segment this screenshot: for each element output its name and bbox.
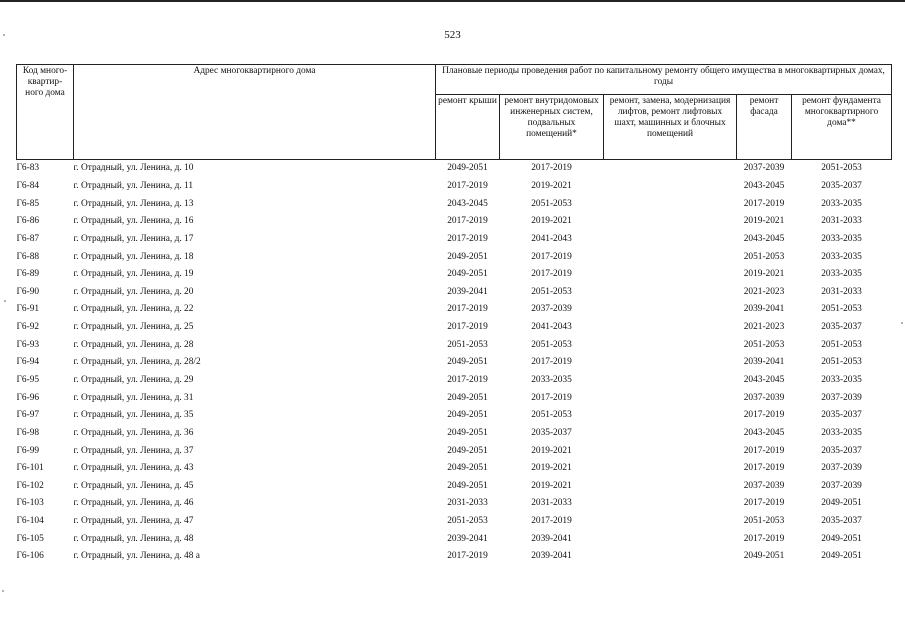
cell-roof: 2031-2033 <box>447 498 488 509</box>
header-elevators: ремонт, замена, модернизация лифтов, ремонт лифтовых шахт, машинных и блочных помещений <box>604 95 737 160</box>
cell-engineering: 2051-2053 <box>531 410 572 421</box>
cell-elevators <box>604 389 737 407</box>
table-row <box>17 478 892 496</box>
cell-facade: 2017-2019 <box>743 198 785 209</box>
table-row <box>17 354 892 372</box>
cell-roof: 2049-2051 <box>447 480 488 491</box>
cell-roof: 2039-2041 <box>447 286 488 297</box>
cell-elevators <box>604 195 737 213</box>
cell-engineering: 2017-2019 <box>531 269 572 280</box>
cell-facade: 2051-2053 <box>743 516 785 527</box>
cell-foundation: 2035-2037 <box>821 445 862 456</box>
cell-foundation: 2037-2039 <box>821 480 862 491</box>
cell-engineering: 2033-2035 <box>531 375 572 385</box>
cell-code: Г6-91 <box>16 304 40 315</box>
table-row <box>17 495 892 513</box>
scan-speck <box>901 322 903 324</box>
cell-engineering: 2051-2053 <box>531 339 572 350</box>
cell-foundation: 2033-2035 <box>821 427 862 438</box>
cell-code: Г6-104 <box>16 516 44 527</box>
cell-address: г. Отрадный, ул. Ленина, д. 31 <box>73 392 194 403</box>
cell-address: г. Отрадный, ул. Ленина, д. 35 <box>73 410 194 421</box>
table-row <box>17 160 892 178</box>
cell-engineering: 2035-2037 <box>531 427 572 438</box>
cell-elevators <box>604 266 737 284</box>
cell-code: Г6-101 <box>16 463 44 474</box>
cell-address: г. Отрадный, ул. Ленина, д. 28/2 <box>73 357 201 368</box>
cell-roof: 2017-2019 <box>447 375 488 385</box>
cell-engineering: 2037-2039 <box>531 304 572 315</box>
cell-foundation: 2049-2051 <box>821 551 862 562</box>
cell-code: Г6-93 <box>16 339 40 350</box>
cell-code: Г6-89 <box>16 269 40 280</box>
cell-address: г. Отрадный, ул. Ленина, д. 22 <box>73 304 194 315</box>
header-row-main <box>17 65 892 95</box>
cell-code: Г6-105 <box>16 533 44 544</box>
cell-elevators <box>604 301 737 319</box>
table-row <box>17 301 892 319</box>
cell-address: г. Отрадный, ул. Ленина, д. 36 <box>73 427 194 438</box>
cell-code: Г6-88 <box>16 251 40 262</box>
cell-foundation: 2049-2051 <box>821 498 862 509</box>
cell-elevators <box>604 178 737 196</box>
table-row <box>17 213 892 231</box>
cell-code: Г6-90 <box>16 286 40 297</box>
cell-address: г. Отрадный, ул. Ленина, д. 17 <box>73 233 194 244</box>
cell-elevators <box>604 248 737 266</box>
table-body <box>17 160 892 566</box>
cell-code: Г6-94 <box>16 357 40 368</box>
table-row <box>17 460 892 478</box>
cell-foundation: 2035-2037 <box>821 180 862 191</box>
cell-roof: 2043-2045 <box>447 198 488 209</box>
cell-address: г. Отрадный, ул. Ленина, д. 13 <box>73 198 194 209</box>
cell-facade: 2019-2021 <box>743 216 785 227</box>
cell-roof: 2017-2019 <box>447 551 488 562</box>
cell-elevators <box>604 442 737 460</box>
cell-code: Г6-103 <box>16 498 44 509</box>
cell-facade: 2037-2039 <box>743 163 785 174</box>
cell-roof: 2017-2019 <box>447 233 488 244</box>
cell-address: г. Отрадный, ул. Ленина, д. 43 <box>73 463 194 474</box>
table-row <box>17 442 892 460</box>
cell-facade: 2017-2019 <box>743 463 785 474</box>
cell-elevators <box>604 548 737 566</box>
cell-elevators <box>604 495 737 513</box>
cell-foundation: 2049-2051 <box>821 533 862 544</box>
cell-facade: 2043-2045 <box>743 375 785 385</box>
table-row <box>17 336 892 354</box>
cell-roof: 2051-2053 <box>447 339 488 350</box>
cell-roof: 2049-2051 <box>447 269 488 280</box>
cell-elevators <box>604 354 737 372</box>
cell-engineering: 2017-2019 <box>531 251 572 262</box>
cell-roof: 2049-2051 <box>447 357 488 368</box>
header-facade: ремонт фасада <box>737 95 792 160</box>
cell-foundation: 2035-2037 <box>821 516 862 527</box>
cell-code: Г6-92 <box>16 322 40 333</box>
cell-engineering: 2039-2041 <box>531 551 572 562</box>
cell-address: г. Отрадный, ул. Ленина, д. 18 <box>73 251 194 262</box>
cell-roof: 2049-2051 <box>447 427 488 438</box>
cell-foundation: 2051-2053 <box>821 304 862 315</box>
table-row <box>17 266 892 284</box>
cell-roof: 2017-2019 <box>447 180 488 191</box>
cell-facade: 2039-2041 <box>743 304 785 315</box>
cell-roof: 2049-2051 <box>447 163 488 174</box>
header-address: Адрес многоквартирного дома <box>74 65 436 160</box>
table-row <box>17 248 892 266</box>
cell-roof: 2049-2051 <box>447 392 488 403</box>
table-row <box>17 548 892 566</box>
cell-foundation: 2031-2033 <box>821 216 862 227</box>
cell-foundation: 2035-2037 <box>821 322 862 333</box>
cell-elevators <box>604 407 737 425</box>
cell-elevators <box>604 231 737 249</box>
cell-code: Г6-99 <box>16 445 40 456</box>
cell-code: Г6-86 <box>16 216 40 227</box>
cell-elevators <box>604 530 737 548</box>
cell-foundation: 2051-2053 <box>821 357 862 368</box>
cell-foundation: 2051-2053 <box>821 163 862 174</box>
cell-foundation: 2037-2039 <box>821 392 862 403</box>
cell-engineering: 2051-2053 <box>531 286 572 297</box>
cell-foundation: 2033-2035 <box>821 269 862 280</box>
cell-foundation: 2033-2035 <box>821 251 862 262</box>
cell-roof: 2017-2019 <box>447 322 488 333</box>
cell-facade: 2043-2045 <box>743 180 785 191</box>
cell-address: г. Отрадный, ул. Ленина, д. 45 <box>73 480 194 491</box>
cell-address: г. Отрадный, ул. Ленина, д. 47 <box>73 516 194 527</box>
table-row <box>17 283 892 301</box>
cell-facade: 2049-2051 <box>743 551 785 562</box>
cell-address: г. Отрадный, ул. Ленина, д. 25 <box>73 322 194 333</box>
header-periods: Плановые периоды проведения работ по капитальному ремонту общего имущества в многоквартирных домах, годы <box>436 65 892 95</box>
cell-engineering: 2019-2021 <box>531 180 572 191</box>
cell-engineering: 2041-2043 <box>531 322 572 333</box>
table-row <box>17 425 892 443</box>
header-foundation: ремонт фундамента многоквартирного дома** <box>792 95 892 160</box>
cell-address: г. Отрадный, ул. Ленина, д. 11 <box>73 180 194 191</box>
cell-address: г. Отрадный, ул. Ленина, д. 48 а <box>73 551 200 562</box>
cell-foundation: 2033-2035 <box>821 198 862 209</box>
cell-elevators <box>604 460 737 478</box>
table-row <box>17 513 892 531</box>
cell-code: Г6-95 <box>16 375 40 385</box>
table-row <box>17 372 892 390</box>
scan-speck <box>4 300 6 302</box>
cell-address: г. Отрадный, ул. Ленина, д. 37 <box>73 445 194 456</box>
cell-engineering: 2019-2021 <box>531 445 572 456</box>
table-row <box>17 407 892 425</box>
header-code: Код много-квартир-ного дома <box>17 65 74 160</box>
cell-engineering: 2017-2019 <box>531 516 572 527</box>
cell-facade: 2017-2019 <box>743 498 785 509</box>
cell-facade: 2019-2021 <box>743 269 785 280</box>
cell-engineering: 2017-2019 <box>531 163 572 174</box>
cell-engineering: 2017-2019 <box>531 392 572 403</box>
page-number: 523 <box>444 29 461 41</box>
cell-engineering: 2019-2021 <box>531 216 572 227</box>
cell-elevators <box>604 319 737 337</box>
cell-roof: 2049-2051 <box>447 410 488 421</box>
cell-elevators <box>604 213 737 231</box>
cell-engineering: 2019-2021 <box>531 480 572 491</box>
cell-roof: 2049-2051 <box>447 445 488 456</box>
cell-address: г. Отрадный, ул. Ленина, д. 19 <box>73 269 194 280</box>
capital-repair-table <box>16 64 892 566</box>
cell-code: Г6-87 <box>16 233 40 244</box>
cell-roof: 2017-2019 <box>447 216 488 227</box>
cell-foundation: 2051-2053 <box>821 339 862 350</box>
cell-roof: 2039-2041 <box>447 533 488 544</box>
cell-code: Г6-84 <box>16 180 40 191</box>
cell-address: г. Отрадный, ул. Ленина, д. 46 <box>73 498 194 509</box>
cell-code: Г6-85 <box>16 198 40 209</box>
cell-code: Г6-97 <box>16 410 40 421</box>
cell-foundation: 2031-2033 <box>821 286 862 297</box>
table-header <box>17 65 892 160</box>
cell-foundation: 2037-2039 <box>821 463 862 474</box>
cell-roof: 2051-2053 <box>447 516 488 527</box>
cell-engineering: 2031-2033 <box>531 498 572 509</box>
cell-facade: 2021-2023 <box>743 286 785 297</box>
cell-engineering: 2041-2043 <box>531 233 572 244</box>
cell-address: г. Отрадный, ул. Ленина, д. 29 <box>73 375 194 385</box>
cell-roof: 2049-2051 <box>447 463 488 474</box>
cell-facade: 2043-2045 <box>743 427 785 438</box>
cell-code: Г6-96 <box>16 392 40 403</box>
cell-facade: 2037-2039 <box>743 392 785 403</box>
cell-facade: 2017-2019 <box>743 533 785 544</box>
cell-elevators <box>604 336 737 354</box>
cell-facade: 2021-2023 <box>743 322 785 333</box>
cell-address: г. Отрадный, ул. Ленина, д. 28 <box>73 339 194 350</box>
cell-elevators <box>604 160 737 178</box>
header-roof: ремонт крыши <box>436 95 500 160</box>
top-rule <box>0 0 905 2</box>
cell-code: Г6-102 <box>16 480 44 491</box>
scan-speck <box>2 590 4 592</box>
table-row <box>17 195 892 213</box>
cell-engineering: 2019-2021 <box>531 463 572 474</box>
cell-facade: 2039-2041 <box>743 357 785 368</box>
cell-address: г. Отрадный, ул. Ленина, д. 10 <box>73 163 194 174</box>
cell-facade: 2017-2019 <box>743 445 785 456</box>
cell-roof: 2017-2019 <box>447 304 488 315</box>
cell-facade: 2037-2039 <box>743 480 785 491</box>
cell-address: г. Отрадный, ул. Ленина, д. 48 <box>73 533 194 544</box>
cell-elevators <box>604 372 737 390</box>
scan-speck <box>3 34 5 36</box>
cell-facade: 2051-2053 <box>743 339 785 350</box>
cell-code: Г6-98 <box>16 427 40 438</box>
cell-elevators <box>604 283 737 301</box>
cell-facade: 2051-2053 <box>743 251 785 262</box>
table-row <box>17 178 892 196</box>
cell-engineering: 2051-2053 <box>531 198 572 209</box>
cell-roof: 2049-2051 <box>447 251 488 262</box>
table-row <box>17 231 892 249</box>
cell-code: Г6-83 <box>16 163 40 174</box>
table-row <box>17 389 892 407</box>
cell-address: г. Отрадный, ул. Ленина, д. 20 <box>73 286 194 297</box>
header-engineering: ремонт внутридомовых инженерных систем, подвальных помещений* <box>500 95 604 160</box>
cell-engineering: 2039-2041 <box>531 533 572 544</box>
cell-code: Г6-106 <box>16 551 44 562</box>
cell-elevators <box>604 513 737 531</box>
cell-foundation: 2033-2035 <box>821 375 862 385</box>
table-row <box>17 319 892 337</box>
cell-engineering: 2017-2019 <box>531 357 572 368</box>
cell-facade: 2017-2019 <box>743 410 785 421</box>
cell-address: г. Отрадный, ул. Ленина, д. 16 <box>73 216 194 227</box>
cell-elevators <box>604 425 737 443</box>
table-row <box>17 530 892 548</box>
cell-facade: 2043-2045 <box>743 233 785 244</box>
cell-foundation: 2035-2037 <box>821 410 862 421</box>
cell-elevators <box>604 478 737 496</box>
cell-foundation: 2033-2035 <box>821 233 862 244</box>
